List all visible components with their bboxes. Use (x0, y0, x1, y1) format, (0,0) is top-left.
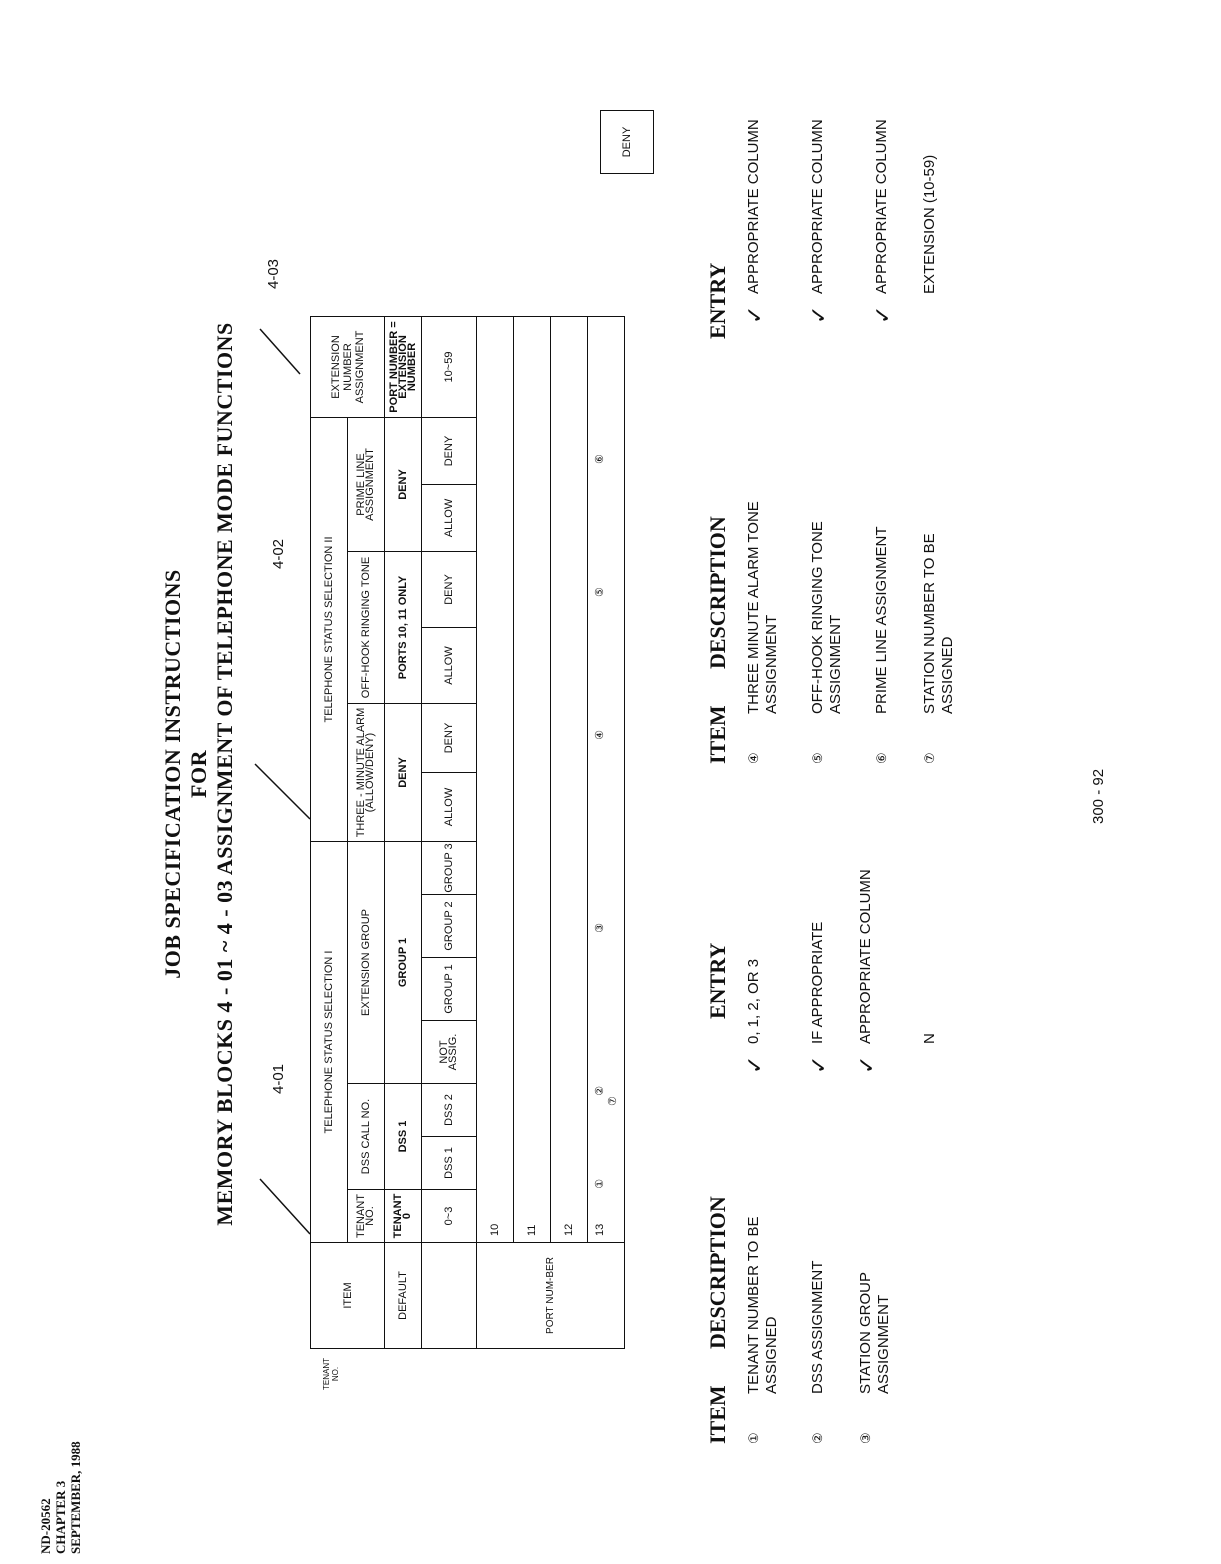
legend-left-row-4 (921, 824, 939, 1444)
default-dss: DSS 1 (385, 1084, 422, 1190)
row-num: ③ (858, 1432, 873, 1444)
row-entry: APPROPRIATE COLUMN (809, 119, 826, 294)
row-num: ⑥ (874, 752, 889, 764)
legend-right-entry-head: ENTRY (705, 262, 730, 339)
legend-right-header (705, 64, 731, 764)
assignment-table (310, 316, 625, 1349)
row-desc: STATION GROUP ASSIGNMENT (857, 1272, 892, 1394)
row-desc: STATION NUMBER TO BE ASSIGNED (921, 533, 956, 714)
marker-1: ① (594, 1178, 606, 1189)
check-icon: ✓ (854, 1055, 879, 1074)
marker-2: ② (594, 1085, 606, 1096)
off-hook-ringing-header: OFF-HOOK RINGING TONE (348, 552, 385, 704)
default-tenant: TENANT 0 (385, 1190, 422, 1243)
tss1-header: TELEPHONE STATUS SELECTION I (311, 842, 348, 1243)
legend-right (705, 64, 957, 764)
row-num: ② (810, 1432, 825, 1444)
check-icon: ✓ (742, 305, 767, 324)
sub-dss2: DSS 2 (422, 1084, 477, 1137)
legend-right-item-head: ITEM (705, 705, 730, 764)
sub-offhook-deny: DENY (422, 552, 477, 628)
sub-alarm-deny: DENY (422, 704, 477, 773)
page-number: 300 - 92 (1090, 768, 1107, 824)
row-desc: DSS ASSIGNMENT (809, 1260, 826, 1394)
port-row-11: 11 (514, 317, 551, 1243)
sub-tenant: 0~3 (422, 1190, 477, 1243)
sub-prime-allow: ALLOW (422, 485, 477, 552)
extension-group-header: EXTENSION GROUP (348, 842, 385, 1084)
chapter: CHAPTER 3 (53, 1480, 68, 1554)
sub-ext: 10~59 (422, 317, 477, 418)
dss-call-no-header: DSS CALL NO. (348, 1084, 385, 1190)
tenant-no-note: TENANT NO. (322, 1358, 340, 1390)
row-desc: TENANT NUMBER TO BE ASSIGNED (745, 1216, 780, 1394)
block-label-4-03: 4-03 (265, 258, 282, 289)
marker-3: ③ (594, 922, 606, 933)
row-desc: PRIME LINE ASSIGNMENT (873, 526, 890, 714)
legend-left-desc-head: DESCRIPTION (705, 1196, 730, 1349)
default-offhook: PORTS 10, 11 ONLY (385, 552, 422, 704)
check-icon: ✓ (806, 1055, 831, 1074)
check-icon: ✓ (806, 305, 831, 324)
legend-right-desc-head: DESCRIPTION (705, 516, 730, 669)
row-entry: APPROPRIATE COLUMN (745, 119, 762, 294)
legend-left-row-1 (742, 824, 781, 1444)
sub-prime-deny: DENY (422, 418, 477, 485)
check-icon (921, 294, 957, 324)
default-ext: PORT NUMBER = EXTENSION NUMBER (385, 317, 422, 418)
sub-group2: GROUP 2 (422, 895, 477, 958)
default-label: DEFAULT (385, 1243, 422, 1349)
row-entry: 0, 1, 2, OR 3 (745, 958, 762, 1044)
legend-left-header (705, 824, 731, 1444)
legend-left-row-3 (854, 824, 893, 1444)
legend-right-row-3 (870, 64, 895, 764)
check-icon: ✓ (870, 305, 895, 324)
sub-dss1: DSS 1 (422, 1137, 477, 1190)
title-line2: FOR (186, 750, 211, 798)
prime-line-header: PRIME LINE ASSIGNMENT (348, 418, 385, 552)
default-prime: DENY (385, 418, 422, 552)
default-group: GROUP 1 (385, 842, 422, 1084)
doc-number: ND-20562 (38, 1498, 53, 1554)
sub-offhook-allow: ALLOW (422, 628, 477, 704)
legend-right-row-2 (806, 64, 845, 764)
block-label-4-02: 4-02 (270, 538, 287, 569)
default-alarm: DENY (385, 704, 422, 842)
block-label-4-01: 4-01 (270, 1063, 287, 1094)
sub-alarm-allow: ALLOW (422, 773, 477, 842)
legend-left-row-2 (806, 824, 831, 1444)
row-num: ① (746, 1432, 761, 1444)
legend-left-item-head: ITEM (705, 1385, 730, 1444)
marker-7: ⑦ (607, 1096, 619, 1106)
tenant-no-header: TENANT NO. (348, 1190, 385, 1243)
item-header: ITEM (311, 1243, 385, 1349)
port-number-label: PORT NUM-BER (477, 1243, 625, 1349)
port-row-13 (588, 317, 625, 1243)
check-icon: ✓ (742, 1055, 767, 1074)
sub-blank (422, 1243, 477, 1349)
marker-5: ⑤ (594, 587, 606, 597)
legend-left-entry-head: ENTRY (705, 942, 730, 1019)
row-desc: OFF-HOOK RINGING TONE ASSIGNMENT (809, 521, 844, 714)
title-line3: MEMORY BLOCKS 4 - 01 ~ 4 - 03 ASSIGNMENT OF TELEPHONE MODE FUNCTIONS (212, 322, 237, 1226)
row-num: ④ (746, 752, 761, 764)
title-line1: JOB SPECIFICATION INSTRUCTIONS (160, 569, 185, 979)
port-row-10: 10 (477, 317, 514, 1243)
sub-group3: GROUP 3 (422, 842, 477, 895)
port-row-12: 12 (551, 317, 588, 1243)
sub-not-assig: NOT ASSIG. (422, 1021, 477, 1084)
row-desc: THREE MINUTE ALARM TONE ASSIGNMENT (745, 501, 780, 714)
row-entry: IF APPROPRIATE (809, 921, 826, 1044)
row-entry: APPROPRIATE COLUMN (857, 869, 874, 1044)
date: SEPTEMBER, 1988 (68, 1441, 83, 1554)
legend-right-row-1 (742, 64, 781, 764)
marker-6: ⑥ (594, 454, 606, 464)
legend-right-row-4 (921, 64, 957, 764)
row-entry: APPROPRIATE COLUMN (873, 119, 890, 294)
row-entry: N (921, 1033, 938, 1044)
port-13-label: 13 (594, 1223, 606, 1236)
row-entry: EXTENSION (10-59) (921, 154, 938, 294)
sub-group1: GROUP 1 (422, 958, 477, 1021)
ext-num-assign-header: EXTENSION NUMBER ASSIGNMENT (311, 317, 385, 418)
legend-left (705, 824, 939, 1444)
row-num: ⑤ (810, 752, 825, 764)
deny-box: DENY (600, 110, 654, 174)
marker-4: ④ (594, 730, 606, 740)
row-num: ⑦ (922, 752, 937, 764)
tss2-header: TELEPHONE STATUS SELECTION II (311, 418, 348, 842)
three-min-alarm-header: THREE - MINUTE ALARM (ALLOW/DENY) (348, 704, 385, 842)
